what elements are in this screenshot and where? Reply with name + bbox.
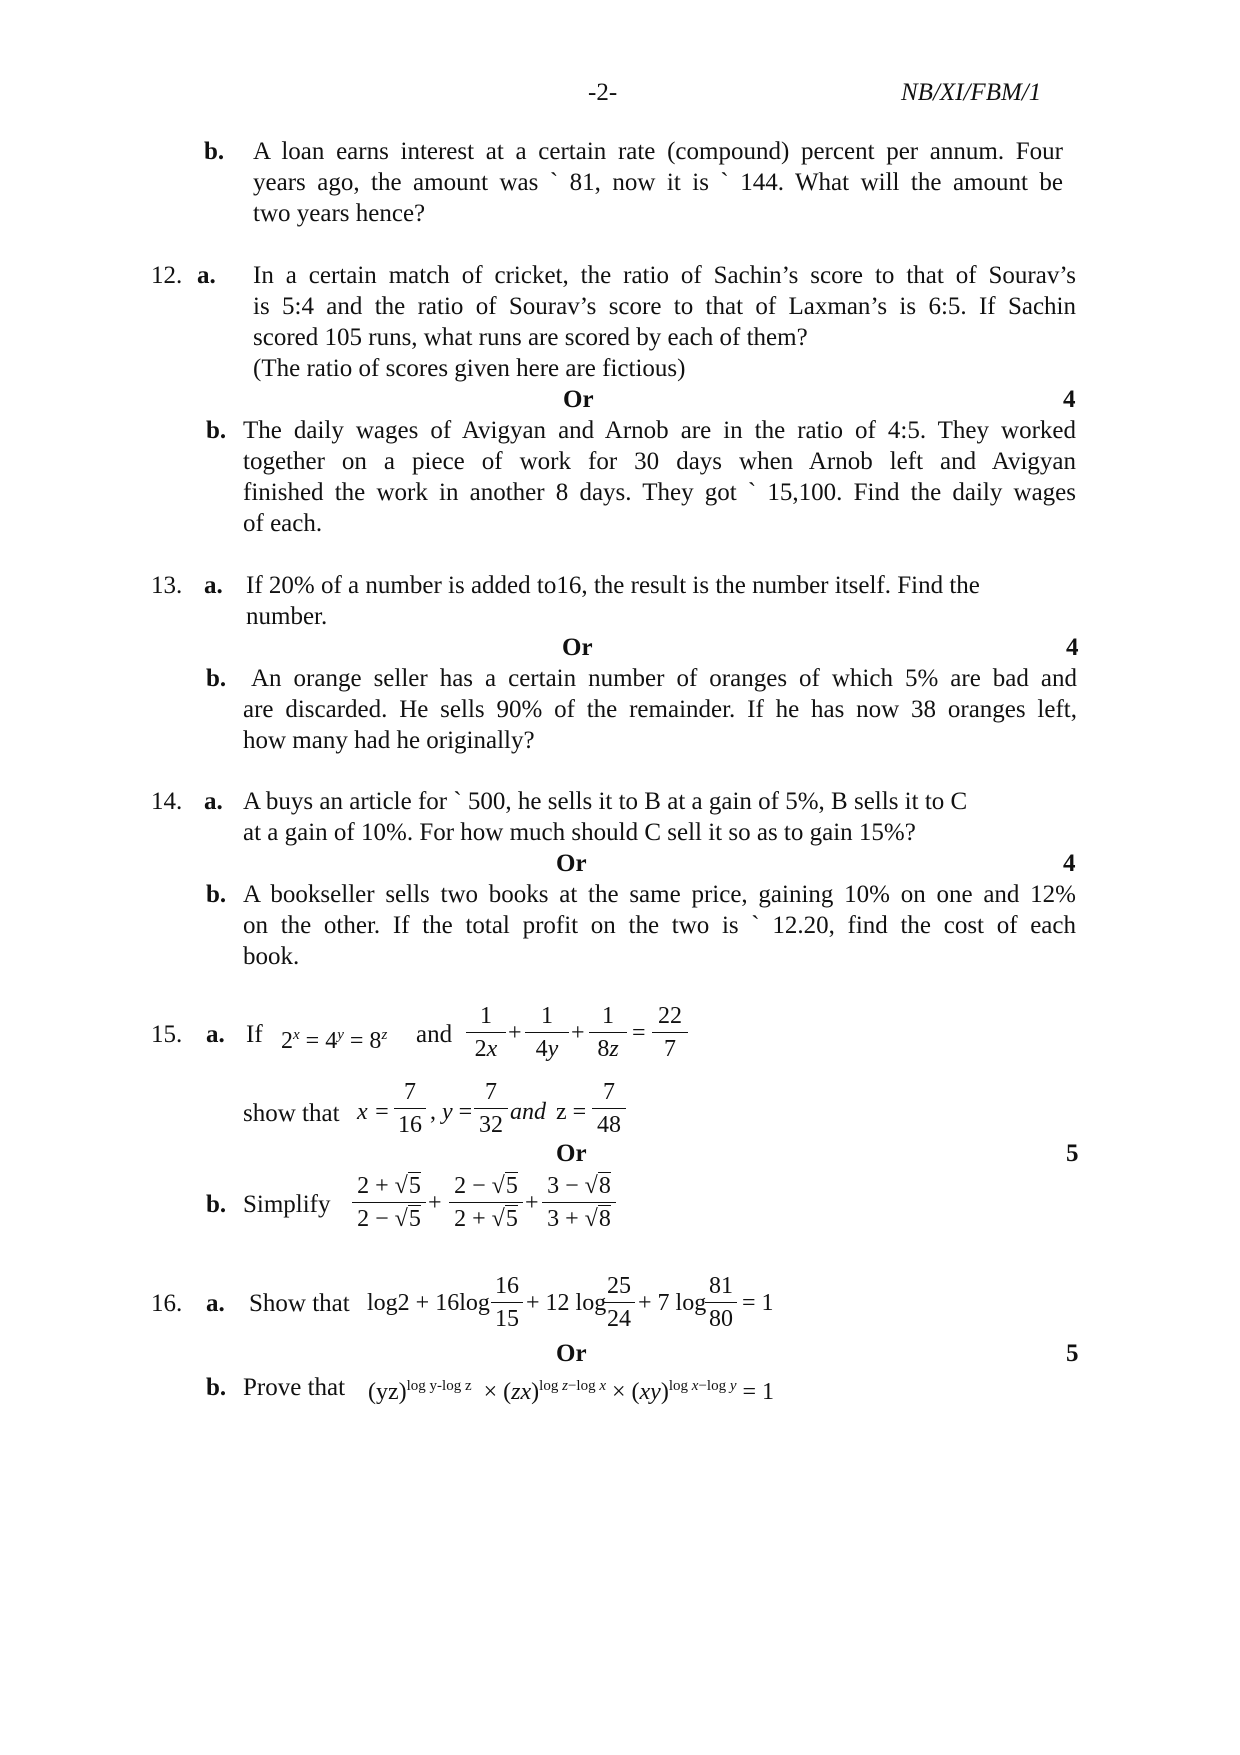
fraction-81-over-80: 81 80 <box>705 1272 737 1333</box>
exponent-identity: (yz)$^{log y-log z}$ × (zx)$^{log z-log x}$ × (xy)$^{log x-log y}$ = 1 <box>368 1378 775 1405</box>
log-term-12: + 12 log <box>526 1290 607 1316</box>
q11-b-text: A loan earns interest at a certain rate (compound) percent per annum. Four years ago, the amount was ` 81, now it is ` 144. What will the amount be two years hence? <box>253 138 1063 227</box>
paper-code: NB/XI/FBM/1 <box>901 79 1042 106</box>
and-italic: and <box>510 1099 546 1125</box>
plus-sign: + <box>508 1020 522 1046</box>
fraction-1-over-4y: 1 4y <box>525 1002 569 1063</box>
q14-a-label: a. <box>204 788 223 815</box>
q15-simplify: Simplify <box>243 1191 331 1218</box>
q11-b-label: b. <box>204 138 225 165</box>
fraction-1-over-2x: 1 2x <box>466 1002 506 1063</box>
fraction-surd-2: 2 − √5 2 + √5 <box>449 1172 523 1233</box>
q13-number: 13. <box>151 572 183 599</box>
q16-show-that: Show that <box>249 1290 350 1317</box>
var-y-equals: , y = <box>430 1099 473 1125</box>
q14-b-text: A bookseller sells two books at the same price, gaining 10% on one and 12% on the other. If the total profit on the two is ` 12.20, find the cost of each book. <box>243 881 1076 970</box>
q15-a-label: a. <box>206 1021 225 1048</box>
q15-exponent-equation: $2^x = 4^y = 8^z$ <box>281 1027 388 1054</box>
q15-marks: 5 <box>1066 1140 1079 1167</box>
q13-b-label: b. <box>206 665 227 692</box>
q12-number: 12. <box>151 262 183 289</box>
fraction-1-over-8z: 1 8z <box>589 1002 627 1063</box>
q16-marks: 5 <box>1066 1340 1079 1367</box>
q16-number: 16. <box>151 1290 183 1317</box>
var-z-equals: z = <box>556 1099 587 1125</box>
fraction-25-over-24: 25 24 <box>603 1272 635 1333</box>
q16-prove-that: Prove that <box>243 1374 346 1401</box>
q12-marks: 4 <box>1063 386 1076 413</box>
q14-or: Or <box>556 850 587 877</box>
q12-a-label: a. <box>197 262 216 289</box>
q15-or: Or <box>556 1140 587 1167</box>
q12-a-text: In a certain match of cricket, the ratio of Sachin’s score to that of Sourav’s is 5:4 and the ratio of Sourav’s score to that of Laxman’s is 6:5. If Sachin scored 105 runs, what runs are scored by each of them? (The ratio of scores given here are fictious) <box>253 262 1076 382</box>
q13-a-text: If 20% of a number is added to16, the result is the number itself. Find the number. <box>246 572 980 630</box>
fraction-7-over-16: 7 16 <box>394 1078 426 1139</box>
q14-number: 14. <box>151 788 183 815</box>
q16-a-label: a. <box>206 1290 225 1317</box>
var-x-equals: x = <box>357 1099 390 1125</box>
q16-or: Or <box>556 1340 587 1367</box>
q14-b-label: b. <box>206 881 227 908</box>
plus-sign: + <box>571 1020 585 1046</box>
q16-b-label: b. <box>206 1374 227 1401</box>
equals-sign: = <box>632 1020 646 1046</box>
plus-sign: + <box>525 1190 539 1216</box>
q13-or: Or <box>562 634 593 661</box>
q15-number: 15. <box>151 1021 183 1048</box>
fraction-16-over-15: 16 15 <box>491 1272 523 1333</box>
q13-marks: 4 <box>1066 634 1079 661</box>
q14-marks: 4 <box>1063 850 1076 877</box>
fraction-22-over-7: 22 7 <box>652 1002 688 1063</box>
q13-a-label: a. <box>204 572 223 599</box>
q12-or: Or <box>563 386 594 413</box>
q15-and: and <box>416 1021 453 1048</box>
q12-b-label: b. <box>206 417 227 444</box>
log-expression-start: log2 + 16log <box>367 1290 490 1316</box>
page-number: -2- <box>588 79 618 106</box>
plus-sign: + <box>428 1190 442 1216</box>
q13-b-text: An orange seller has a certain number of oranges of which 5% are bad and are discarded. He sells 90% of the remainder. If he has now 38 oranges left, how many had he originally? <box>243 665 1077 754</box>
fraction-7-over-48: 7 48 <box>592 1078 626 1139</box>
equals-one: = 1 <box>742 1290 774 1316</box>
q12-b-text: The daily wages of Avigyan and Arnob are in the ratio of 4:5. They worked together on a piece of work for 30 days when Arnob left and Avigyan finished the work in another 8 days. They got ` 15,100. Find the daily wages of each. <box>243 417 1076 537</box>
log-term-7: + 7 log <box>638 1290 707 1316</box>
fraction-7-over-32: 7 32 <box>474 1078 508 1139</box>
fraction-surd-1: 2 + √5 2 − √5 <box>352 1172 426 1233</box>
q15-show-that: show that <box>243 1100 340 1127</box>
q14-a-text: A buys an article for ` 500, he sells it to B at a gain of 5%, B sells it to C at a gain of 10%. For how much should C sell it so as to gain 15%? <box>243 788 968 846</box>
q15-if: If <box>246 1021 263 1048</box>
fraction-surd-3: 3 − √8 3 + √8 <box>542 1172 616 1233</box>
q15-b-label: b. <box>206 1191 227 1218</box>
